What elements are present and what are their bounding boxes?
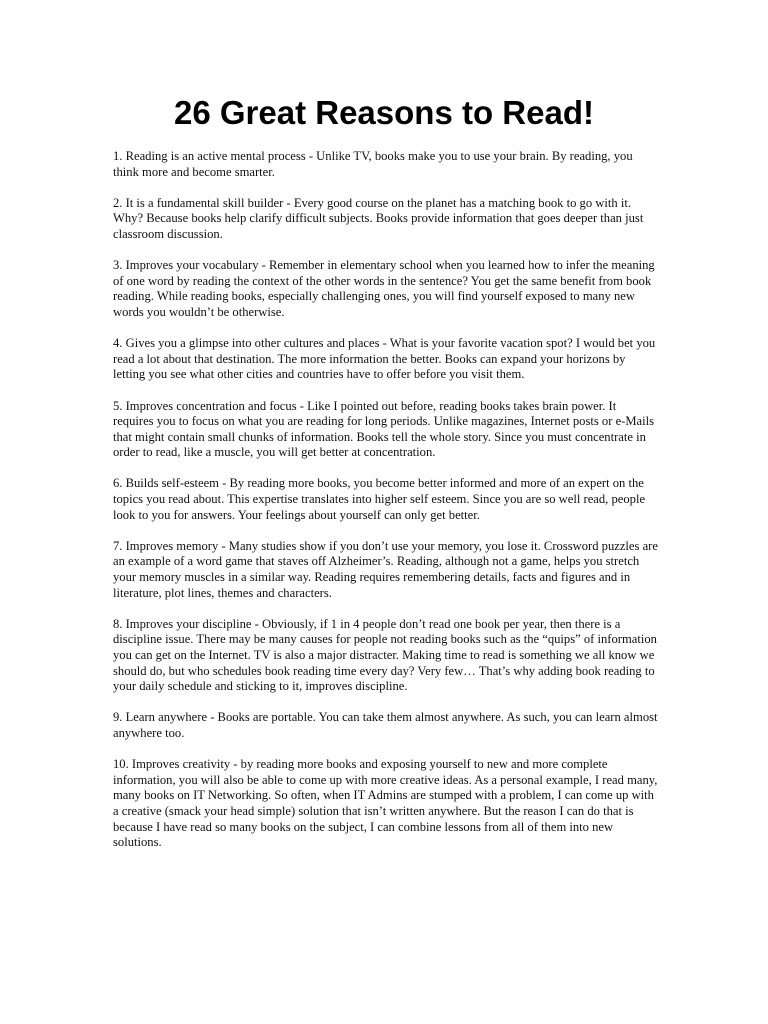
reason-paragraph-8: 8. Improves your discipline - Obviously, if 1 in 4 people don’t read one book per year, then there is a discipline issue. There may be many causes for people not reading books such as the “quips” of information you can get on the Internet. TV is also a major distracter. Making time to read is something we all know we should do, but who schedules book reading time every day? Very few… That’s why adding book reading to your daily schedule and sticking to it, improves discipline. xyxy=(113,616,657,694)
page-title: 26 Great Reasons to Read! xyxy=(174,94,594,131)
document-body xyxy=(113,149,658,866)
reason-paragraph-1: 1. Reading is an active mental process - Unlike TV, books make you to use your brain. By reading, you think more and become smarter. xyxy=(113,149,633,179)
reason-paragraph-5: 5. Improves concentration and focus - Like I pointed out before, reading books takes brain power. It requires you to focus on what you are reading for long periods. Unlike magazines, Internet posts or e-Mails that might contain small chunks of information. Books tell the whole story. Since you must concentrate in order to read, like a muscle, you will get better at concentration. xyxy=(113,398,655,460)
reason-paragraph-2: 2. It is a fundamental skill builder - Every good course on the planet has a matching book to go with it. Why? Because books help clarify difficult subjects. Books provide information that goes deeper than just classroom discussion. xyxy=(113,195,644,241)
reason-paragraph-3: 3. Improves your vocabulary - Remember in elementary school when you learned how to infer the meaning of one word by reading the context of the other words in the sentence? You get the same benefit from book reading. While reading books, especially challenging ones, you will find yourself exposed to many new words you wouldn’t be otherwise. xyxy=(113,258,655,319)
reason-paragraph-9: 9. Learn anywhere - Books are portable. You can take them almost anywhere. As such, you can learn almost anywhere too. xyxy=(113,710,658,740)
reason-paragraph-7: 7. Improves memory - Many studies show if you don’t use your memory, you lose it. Crossword puzzles are an example of a word game that staves off Alzheimer’s. Reading, although not a game, helps you stretch your memory muscles in a similar way. Reading requires remembering details, facts and figures and in literature, plot lines, themes and characters. xyxy=(113,538,658,600)
reason-paragraph-6: 6. Builds self-esteem - By reading more books, you become better informed and more of an expert on the topics you read about. This expertise translates into higher self esteem. Since you are so well read, people look to you for answers. Your feelings about yourself can only get better. xyxy=(113,476,646,522)
reason-paragraph-4: 4. Gives you a glimpse into other cultures and places - What is your favorite vacation spot? I would bet you read a lot about that destination. The more information the better. Books can expand your horizons by letting you see what other cities and countries have to offer before you visit them. xyxy=(113,336,656,382)
reason-paragraph-10: 10. Improves creativity - by reading more books and exposing yourself to new and more complete information, you will also be able to come up with more creative ideas. As a personal example, I read many, many books on IT Networking. So often, when IT Admins are stumped with a problem, I can come up with a creative (smack your head simple) solution that isn’t written anywhere. But the reason I can do that is because I have read so many books on the subject, I can combine lessons from all of them into new solutions. xyxy=(113,757,658,850)
